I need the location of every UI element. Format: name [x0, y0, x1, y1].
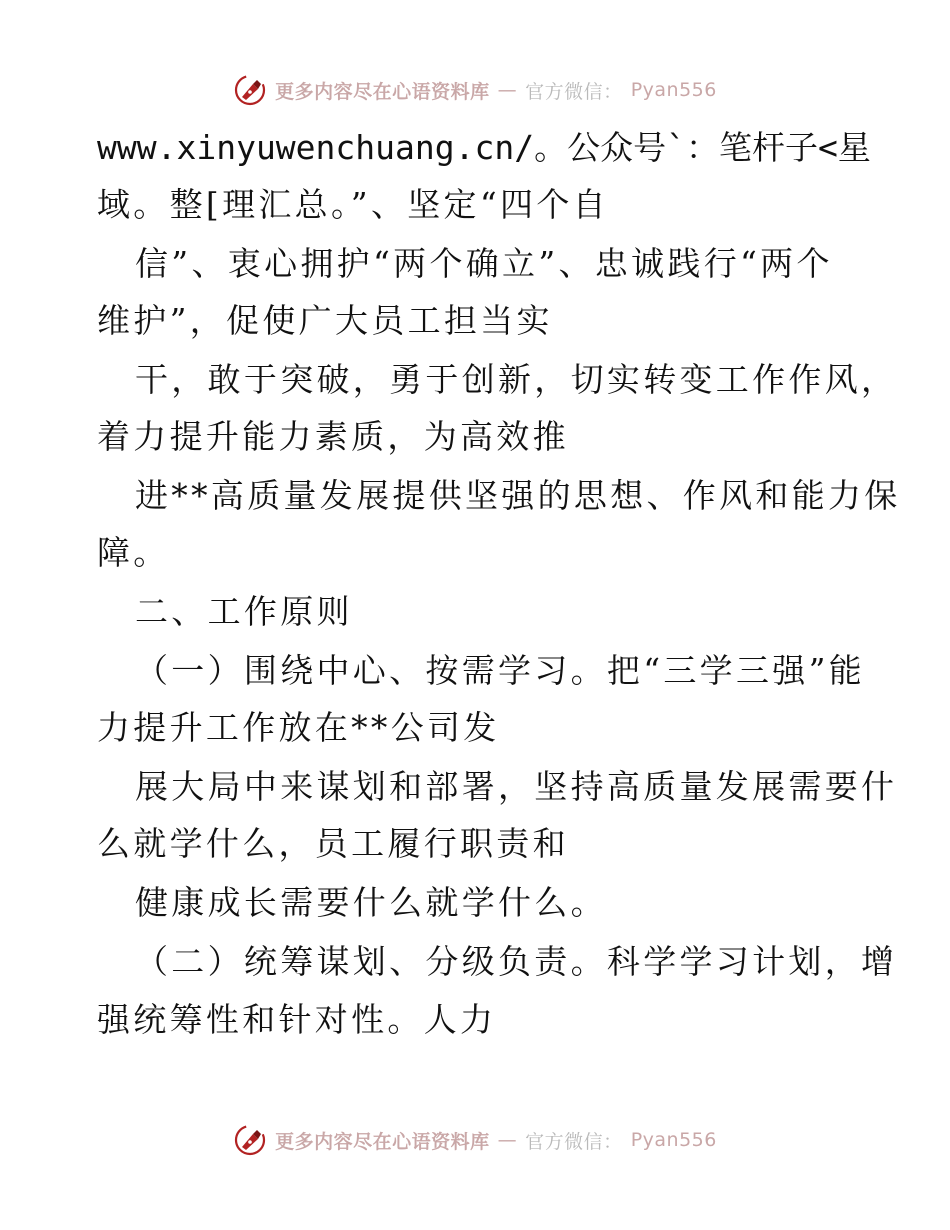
footer-wechat-label: 官方微信： — [525, 1130, 623, 1153]
footer-wechat-id: Pyan556 — [630, 1129, 717, 1151]
body-line-5: 干，敢于突破，勇于创新，切实转变工作作风， — [135, 360, 898, 399]
body-line-12: 展大局中来谋划和部署，坚持高质量发展需要什 — [135, 767, 898, 806]
header-dash: — — [497, 79, 518, 101]
pen-nib-logo-icon — [233, 1123, 267, 1157]
body-line-11: 力提升工作放在**公司发 — [97, 708, 500, 747]
header-wechat-id: Pyan556 — [630, 79, 717, 101]
body-line-15: （二）统筹谋划、分级负责。科学学习计划，增 — [135, 942, 898, 981]
body-line-13: 么就学什么，员工履行职责和 — [97, 824, 569, 863]
body-line-8: 障。 — [97, 533, 170, 572]
body-line-6: 着力提升能力素质，为高效推 — [97, 417, 569, 456]
body-line-4: 维护”，促使广大员工担当实 — [97, 301, 553, 340]
body-line-1: www.xinyuwenchuang.cn/。公众号`：笔杆子<星 — [97, 128, 871, 167]
header-banner — [0, 70, 950, 110]
footer-main-text: 更多内容尽在心语资料库 — [275, 1130, 490, 1153]
pen-nib-logo-icon — [233, 73, 267, 107]
header-wechat-label: 官方微信： — [525, 80, 623, 103]
footer-banner — [0, 1120, 950, 1160]
body-line-7: 进**高质量发展提供坚强的思想、作风和能力保 — [135, 476, 901, 515]
body-line-16: 强统筹性和针对性。人力 — [97, 1000, 497, 1039]
header-main-text: 更多内容尽在心语资料库 — [275, 80, 490, 103]
body-line-10: （一）围绕中心、按需学习。把“三学三强”能 — [135, 651, 866, 690]
body-line-2: 域。整[理汇总。”、坚定“四个自 — [97, 185, 609, 224]
footer-dash: — — [497, 1129, 518, 1151]
section-heading: 二、工作原则 — [135, 592, 353, 631]
body-line-3: 信”、衷心拥护“两个确立”、忠诚践行“两个 — [135, 244, 833, 283]
body-line-14: 健康成长需要什么就学什么。 — [135, 883, 607, 922]
